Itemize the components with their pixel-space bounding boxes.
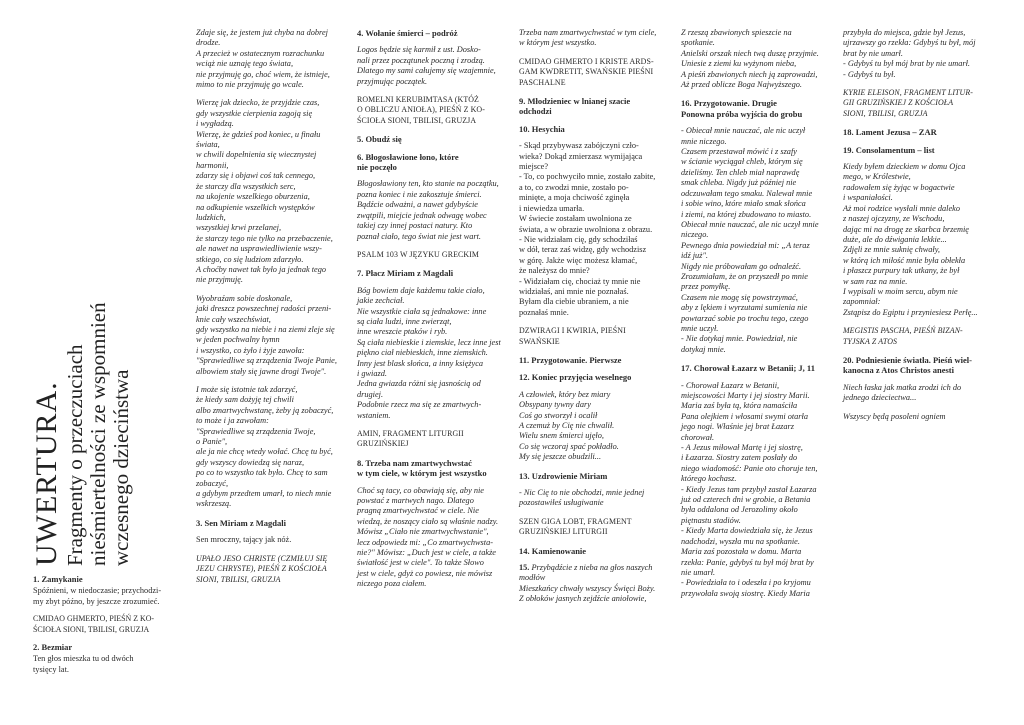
document-subtitle-line-3: wczesnego dzieciństwa (109, 369, 133, 566)
section-heading-12: 12. Koniec przyjęcia weselnego (519, 372, 632, 383)
section-text-1: Spóźnieni, w niedoczasie; przychodzi- my zbyt późno, by jeszcze zrozumieć. (33, 586, 162, 606)
section-heading-9: 9. Młodzieniec w lnianej szacie odchodzi (519, 96, 631, 117)
section-text-19: Kiedy byłem dzieckiem w domu Ojca mego, w Królestwie, radowałem się żyjąc w bogactwie i wspaniałości. Aż moi rodzice wysłali mnie daleko z naszej ojczyzny, ze Wschodu, dając mi na drogę ze skarbca brzemię duże, ale do dźwigania lekkie... Zdjęli ze mnie suknię chwały, w którą ich miłość mnie była obłekła i płaszcz purpury tak utkany, że był w sam raz na mnie. I wypisali w moim sercu, abym nie zapomniał: Zstąpisz do Egiptu i przyniesiesz Perłę... (843, 162, 978, 317)
document-title: UWERTURA. (30, 381, 63, 566)
document-subtitle-line-1: Fragmenty o przeczuciach (63, 344, 87, 566)
source-note-17: KYRIE ELEISON, FRAGMENT LITUR- GII GRUZIŃSKIEJ Z KOŚCIOŁA SIONI, TBILISI, GRUZJA (843, 88, 973, 118)
section-text-17: - Chorował Łazarz w Betanii, miejscowości Marty i jej siostry Marii. Maria zaś była tą, która namaściła Pana olejkiem i włosami swymi otarła jego nogi. Właśnie jej brat Łazarz chorował. - A Jezus miłował Martę i jej siostrę, i Łazarza. Siostry zatem posłały do niego wiadomość: Panie oto choruje ten, którego kochasz. - Kiedy Jezus tam przybył zastał Łazarza już od czterech dni w grobie, a Betania była oddalona od Jerozolimy około piętnastu stadiów. - Kiedy Marta dowiedziała się, że Jezus nadchodzi, wyszła mu na spotkanie. Maria zaś pozostała w domu. Marta rzekła: Panie, gdybyś tu był mój brat by nie umarł. - Powiedziała to i odeszła i po kryjomu przywołała swoją siostrę. Kiedy Maria (681, 380, 818, 598)
section-text-7: Bóg bowiem daje każdemu takie ciało, jakie zechciał. Nie wszystkie ciała są jednakowe: inne są ciała ludzi, inne zwierząt, inne wreszcie ptaków i ryb. Są ciała niebieskie i ziemskie, lecz inne jest piękno ciał niebieskich, inne ziemskich. Inny jest blask słońca, a inny księżyca i gwiazd. Jedna gwiazda różni się jasnością od drugiej. Podobnie rzecz ma się ze zmartwych- wstaniem. (357, 285, 501, 420)
section-heading-1: 1. Zamykanie (33, 574, 83, 584)
section-text-21: Wszyscy będą posoleni ogniem (843, 411, 946, 421)
section-text-10: - Skąd przybywasz zabójczyni czło- wieka? Dokąd zmierzasz wymijająca miejsce? - To, co pochwyciło mnie, zostało zabite, a to, co zwodzi mnie, zostało po- minięte, a moja chciwość zginęła i niewiedza umarła. W świecie zostałam uwolniona ze świata, a w obrazie uwolniona z obrazu. - Nie widziałam cię, gdy schodziłaś w dół, teraz zaś widzę, gdy wchodzisz w górę. Jakże więc możesz kłamać, że należysz do mnie? - Widziałam cię, chociaż ty mnie nie widziałaś, ani mnie nie poznałaś. Byłam dla ciebie ubraniem, a nie poznałaś mnie. (519, 141, 656, 317)
section-text-2: Ten głos mieszka tu od dwóch tysięcy lat. (33, 654, 134, 674)
source-note-19: MEGISTIS PASCHA, PIEŚŃ BIZAN- TYJSKA Z ATOS (843, 326, 963, 346)
column-2 (357, 28, 507, 598)
section-heading-8: 8. Trzeba nam zmartwychwstać w tym ciele, w którym jest wszystko (357, 457, 487, 479)
section-text-16: - Obiecał mnie nauczać, ale nic uczył mnie niczego. Czasem przestawał mówić i z szafy w ścianie wyciągał chleb, którym się dzieliśmy. Ten chleb miał naprawdę smak chleba. Nigdy już później nie odczuwałam tego smaku. Nalewał mnie i sobie wino, które miało smak słońca i ziemi, na której zbudowano to miasto. Obiecał mnie nauczać, ale nic uczył mnie niczego. Pewnego dnia powiedział mi: „A teraz idź już". Nigdy nie próbowałam go odnaleźć. Zrozumiałam, że on przyszedł po mnie przez pomyłkę. Czasem nie mogę się powstrzymać, aby z lękiem i wyrzutami sumienia nie powtarzać sobie po trochu tego, czego mnie uczył. - Nie dotykaj mnie. Powiedział, nie dotykaj mnie. (681, 126, 819, 354)
section-text-6: Błogosławiony ten, kto stanie na początku, pozna koniec i nie zakosztuje śmierci. Bądźcie odważni, a nawet gdybyście zwątpili, miejcie jednak odwagę wobec takiej czy innej postaci natury. Kto poznał ciało, tego świat nie jest wart. (357, 179, 499, 241)
column-5 (843, 28, 1003, 430)
source-note-6: PSALM 103 W JĘZYKU GRECKIM (357, 249, 479, 259)
source-note-13: SZEN GIGA LOBT, FRAGMENT GRUZIŃSKIEJ LITURGII (519, 516, 632, 537)
section-heading-7: 7. Płacz Miriam z Magdali (357, 268, 454, 279)
column-0 (33, 574, 181, 682)
source-note-7: AMIN, FRAGMENT LITURGII GRUZIŃSKIEJ (357, 429, 464, 449)
section-heading-16: 16. Przygotowanie. Drugie Ponowna próba wyjścia do grobu (681, 98, 803, 119)
section-heading-3: 3. Sen Miriam z Magdali (196, 517, 286, 528)
section-text-13: - Nic Cię to nie obchodzi, mnie jednej pozostawiłeś usługiwanie (519, 488, 645, 508)
section-text-8: Choć są tacy, co obawiają się, aby nie powstać z martwych nago. Dlatego pragną zmartwychwstać w ciele. Nie wiedzą, że noszący ciało są właśnie nadzy. Mówisz „Ciało nie zmartwychwstanie", lecz odpowiedz mi: „Co zmartwychwsta- nie?" Mówisz: „Duch jest w ciele, a także światłość jest w ciele". To także Słowo jest w ciele, gdyż co powiesz, nie mówisz niczego poza ciałem. (357, 485, 499, 589)
section-heading-18: 18. Lament Jezusa – ZAR (843, 127, 937, 138)
document-title-block (30, 302, 133, 566)
section-heading-15: 15. (519, 563, 530, 573)
poem-stanza: Zdaje się, że jestem już chyba na dobrej drodze. A przecież w ostatecznym rozrachunku wciąż nie uznaję tego świata, nie przyjmuję go, choć wiem, że istnieje, mimo to nie przyjmuję go wcale. (196, 28, 330, 90)
column-4 (681, 28, 831, 607)
section-heading-19: 19. Consolamentum – list (843, 144, 935, 155)
poem-stanza: Wierzę jak dziecko, że przyjdzie czas, gdy wszystkie cierpienia zagoją się i wygładzą. Wierzę, że gdzieś pod koniec, u finału świata, w chwili dopełnienia się wiecznystej harmonii, zdarzy się i objawi coś tak cennego, że starczy dla wszystkich serc, na ukojenie wszelkiego oburzenia, na odkupienie wszelkich występków ludzkich, wszystkiej krwi przelanej, że starczy tego nie tylko na przebaczenie, ale nawet na usprawiedliwienie wszy- stkiego, co się ludziom zdarzyło. A choćby nawet tak było ja jednak tego nie przyjmuję. (196, 98, 333, 285)
section-heading-11: 11. Przygotowanie. Pierwsze (519, 354, 622, 365)
section-heading-20: 20. Podniesienie światła. Pieśń wiel- kanocna z Atos Christos anesti (843, 354, 972, 376)
section-text-15 (519, 563, 669, 605)
section-text-15-body: Przybądźcie z nieba na głos naszych modłów Mieszkańcy chwały wszyscy Święci Boży. Z obłoków jasnych zejdźcie aniołowie, (519, 563, 656, 604)
source-note-8: CMIDAO GHMERTO I KRISTE ARDS- GAM KWDRETIT, SWAŃSKIE PIEŚNI PASCHALNE (519, 56, 654, 87)
section-heading-13: 13. Uzdrowienie Miriam (519, 470, 608, 481)
section-heading-14: 14. Kamienowanie (519, 545, 587, 556)
section-text-15-cont: Z rzeszą zbawionych spieszcie na spotkanie. Anielski orszak niech twą duszę przyjmie. Uniesie z ziemi ku wyżynom nieba, A pieśń zbawionych niech ją zaprowadzi, Aż przed oblicze Boga Najwyższego. (681, 28, 819, 90)
section-text-3: Sen mroczny, tający jak nóż. (196, 535, 292, 545)
source-note-3: UPAŁO JESO CHRISTE (CZMIŁUJ SIĘ JEZU CHRYSTE), PIEŚŃ Z KOŚCIOŁA SIONI, TBILISI, GRUZJA (196, 553, 328, 584)
source-note-1: CMIDAO GHMERTO, PIEŚŃ Z KO- ŚCIOŁA SIONI, TBILISI, GRUZJA (33, 614, 155, 634)
source-note-10: DZWIRAGI I KWIRIA, PIEŚNI SWAŃSKIE (519, 326, 626, 346)
section-heading-6: 6. Błogosławione łono, które nie poczęło (357, 151, 459, 173)
section-text-20: Niech łaska jak matka zrodzi ich do jednego dzieciectwa... (843, 382, 962, 403)
section-heading-4: 4. Wołanie śmierci – podróż (357, 28, 458, 38)
source-note-4: ROMELNI KERUBIMTASA (KTÓŻ O OBLICZU ANIOŁA), PIEŚŃ Z KO- ŚCIOŁA SIONI, TBILISI, GRUZJA (357, 95, 485, 125)
section-text-4: Logos będzie się karmił z ust. Dosko- nali przez początunek poczną i zrodzą. Dlatego my sami całujemy się wzajemnie, przyjmując początek. (357, 45, 496, 86)
section-text-8-cont: Trzeba nam zmartwychwstać w tym ciele, w którym jest wszystko. (519, 28, 657, 48)
section-text-12: A człowiek, który bez miary Obsypany tywny dary Coś go stworzył i ocalił A czemuż by Cię nie chwalił. Wielu snem śmierci ujęło, Co się wczoraj spać pokładło. My się jeszcze obudzili... (519, 389, 619, 462)
section-text-17-cont: przybyła do miejsca, gdzie był Jezus, ujrzawszy go rzekła: Gdybyś tu był, mój brat by nie umarł. - Gdybyś tu był mój brat by nie umarł. - Gdybyś tu był. (843, 28, 976, 79)
section-heading-17: 17. Chorował Łazarz w Betanii; J, 11 (681, 363, 815, 374)
section-heading-2: 2. Bezmiar (33, 642, 73, 653)
section-heading-10: 10. Hesychia (519, 123, 565, 134)
document-subtitle-line-2: nieśmiertelności ze wspomnień (86, 302, 110, 566)
column-3 (519, 28, 669, 613)
section-heading-5: 5. Obudź się (357, 134, 402, 145)
poem-stanza: I może się istotnie tak zdarzyć, że kiedy sam dożyję tej chwili albo zmartwychwstanę, żeby ją zobaczyć, to może i ja zawołam: "Sprawiedliwe są zrządzenia Twoje, o Panie", ale ja nie chcę wtedy wołać. Chcę tu być, gdy wszyscy dowiedzą się naraz, po co to wszystko tak było. Chcę to sam zobaczyć, a gdybym przedtem umarł, to niech mnie wskrzeszą. (196, 385, 334, 509)
poem-stanza: Wyobraźam sobie doskonale, jaki dreszcz powszechnej radości przeni- knie cały wszechświat, gdy wszystko na niebie i na ziemi zleje się w jeden pochwalny hymn i wszystko, co żyło i żyje zawoła: "Sprawiedliwe są zrządzenia Twoje Panie, albowiem stały się jawne drogi Twoje". (196, 293, 337, 376)
column-1 (196, 28, 344, 593)
